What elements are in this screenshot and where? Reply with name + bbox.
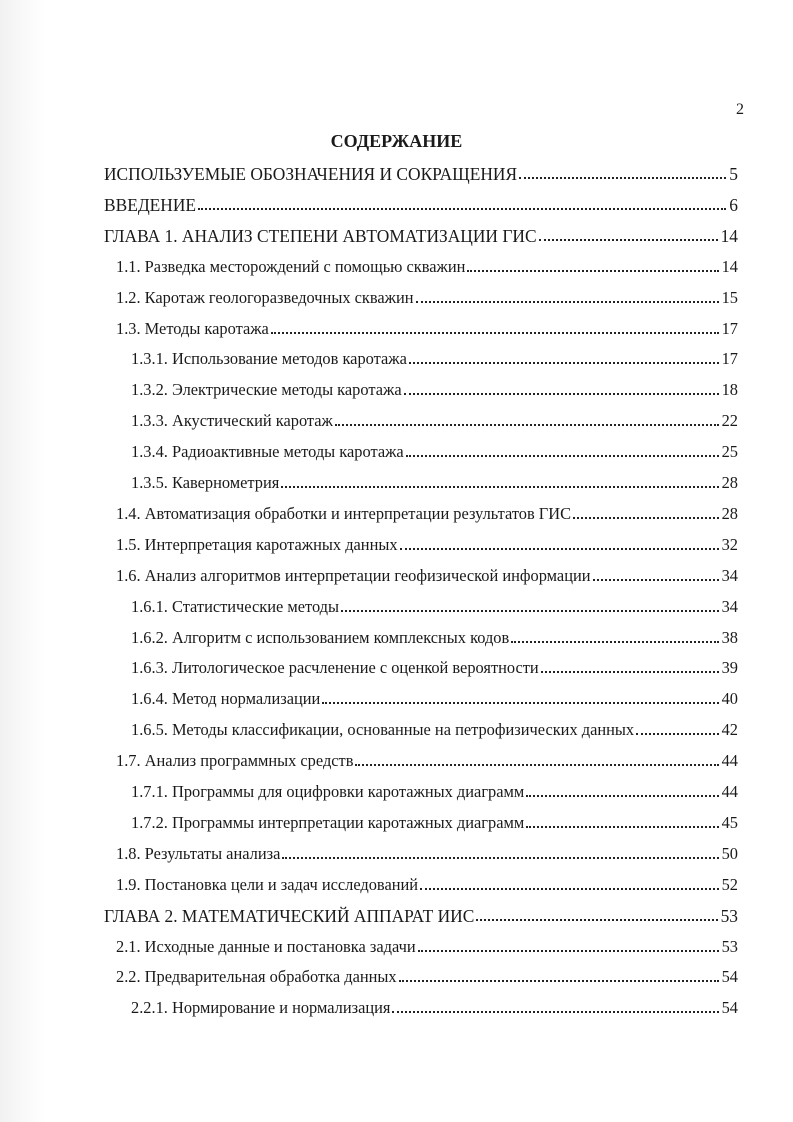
toc-entry — [104, 222, 738, 246]
toc-entry-title: 1.3. Методы каротажа — [116, 318, 269, 338]
toc-entry-title: 1.9. Постановка цели и задач исследований — [116, 874, 419, 894]
toc-entry-page: 17 — [721, 349, 738, 369]
toc-entry-title: 1.1. Разведка месторождений с помощью скважин — [116, 256, 466, 276]
toc-entry — [116, 500, 738, 524]
toc-entry-page: 39 — [721, 658, 738, 678]
toc-entry-page: 54 — [721, 967, 738, 987]
toc-entry — [116, 284, 738, 308]
toc-entry-page: 53 — [720, 905, 738, 926]
toc-entry-page: 54 — [721, 998, 738, 1018]
toc-entry — [116, 840, 738, 864]
toc-entry-page: 6 — [729, 194, 738, 215]
toc-entry-title: 1.5. Интерпретация каротажных данных — [116, 534, 398, 554]
toc-entry-title: 1.7.2. Программы интерпретации каротажных диаграмм — [131, 812, 525, 832]
toc-dot-leader — [355, 763, 718, 766]
toc-dot-leader — [404, 392, 719, 395]
toc-dot-leader — [392, 1010, 718, 1013]
toc-entry-page: 5 — [729, 164, 738, 184]
toc-entry — [116, 315, 738, 339]
toc-entry — [104, 160, 738, 184]
toc-entry — [131, 407, 738, 431]
toc-entry-page: 52 — [721, 874, 738, 894]
toc-entry-title: 2.2. Предварительная обработка данных — [116, 967, 397, 987]
toc-entry-page: 22 — [721, 411, 738, 431]
toc-entry-page: 25 — [721, 442, 738, 462]
toc-entry-title: 1.3.4. Радиоактивные методы каротажа — [131, 442, 404, 462]
toc-entry — [116, 933, 738, 957]
toc-dot-leader — [399, 979, 719, 982]
toc-entry — [131, 624, 738, 648]
toc-entry-page: 17 — [721, 318, 738, 338]
toc-entry-title: 2.2.1. Нормирование и нормализация — [131, 998, 391, 1018]
toc-entry — [131, 685, 738, 709]
toc-dot-leader — [519, 176, 726, 179]
toc-dot-leader — [476, 918, 717, 921]
toc-entry — [116, 871, 738, 895]
toc-dot-leader — [420, 887, 719, 890]
toc-entry-page: 28 — [721, 473, 738, 492]
toc-entry — [116, 747, 738, 771]
toc-entry — [131, 376, 738, 400]
toc-entry-page: 38 — [721, 627, 738, 647]
toc-entry-title: ИСПОЛЬЗУЕМЫЕ ОБОЗНАЧЕНИЯ И СОКРАЩЕНИЯ — [104, 164, 518, 184]
page-title: СОДЕРЖАНИЕ — [330, 131, 463, 151]
toc-dot-leader — [406, 454, 719, 457]
toc-dot-leader — [271, 331, 719, 334]
toc-dot-leader — [281, 485, 718, 488]
toc-entry-page: 44 — [721, 782, 738, 801]
toc-entry-page: 34 — [721, 596, 738, 616]
toc-entry-title: 1.6. Анализ алгоритмов интерпретации геофизической информации — [116, 565, 591, 585]
toc-entry-title: 1.2. Каротаж геологоразведочных скважин — [116, 287, 414, 307]
toc-entry — [131, 994, 738, 1018]
toc-entry — [116, 531, 738, 555]
toc-dot-leader — [573, 516, 719, 519]
toc-entry-title: 2.1. Исходные данные и постановка задачи — [116, 936, 416, 956]
toc-entry-title: 1.6.3. Литологическое расчленение с оценкой вероятности — [131, 658, 539, 678]
toc-entry-page: 14 — [720, 225, 738, 246]
toc-entry-page: 42 — [721, 720, 738, 740]
toc-dot-leader — [322, 701, 718, 704]
toc-entry-title: 1.6.4. Метод нормализации — [131, 689, 321, 709]
toc-dot-leader — [416, 300, 719, 303]
scan-edge-shadow — [0, 0, 46, 1122]
toc-entry-page: 28 — [721, 503, 738, 523]
toc-dot-leader — [341, 609, 719, 612]
toc-entry — [131, 438, 738, 462]
toc-dot-leader — [593, 578, 719, 581]
toc-dot-leader — [526, 825, 718, 828]
toc-entry-title: ГЛАВА 1. АНАЛИЗ СТЕПЕНИ АВТОМАТИЗАЦИИ ГИС — [104, 225, 537, 246]
toc-entry — [131, 809, 738, 833]
toc-entry-page: 40 — [721, 689, 738, 709]
toc-entry-page: 53 — [721, 936, 738, 956]
toc-dot-leader — [335, 423, 719, 426]
toc-entry-title: 1.7.1. Программы для оцифровки каротажных диаграмм — [131, 782, 525, 801]
toc-entry-title: 1.8. Результаты анализа — [116, 843, 281, 863]
toc-entry-page: 44 — [721, 751, 738, 771]
toc-dot-leader — [541, 670, 719, 673]
toc-dot-leader — [636, 732, 719, 735]
toc-dot-leader — [511, 640, 718, 643]
toc-entry — [131, 716, 738, 740]
toc-entry-page: 15 — [721, 287, 738, 307]
toc-entry-title: 1.6.2. Алгоритм с использованием комплексных кодов — [131, 627, 510, 647]
toc-entry — [116, 253, 738, 277]
toc-entry-page: 18 — [721, 380, 738, 400]
toc-dot-leader — [418, 949, 719, 952]
toc-entry-page: 50 — [721, 843, 738, 863]
toc-entry — [131, 654, 738, 678]
toc-entry — [131, 778, 738, 802]
toc-dot-leader — [409, 361, 719, 364]
toc-entry-title: 1.3.3. Акустический каротаж — [131, 411, 333, 431]
toc-dot-leader — [539, 238, 718, 241]
toc-entry — [131, 345, 738, 369]
toc-dot-leader — [282, 856, 718, 859]
page-number: 2 — [736, 101, 744, 118]
toc-entry — [104, 191, 738, 215]
toc-entry-page: 45 — [721, 812, 738, 832]
toc-entry-page: 14 — [721, 256, 738, 276]
toc-entry — [131, 593, 738, 617]
toc-entry-title: 1.3.5. Кавернометрия — [131, 473, 280, 492]
toc-entry — [131, 469, 738, 493]
toc-entry-title: 1.6.5. Методы классификации, основанные на петрофизических данных — [131, 720, 635, 740]
toc-entry-title: 1.7. Анализ программных средств — [116, 751, 354, 771]
toc-entry-title: ВВЕДЕНИЕ — [104, 194, 197, 215]
toc-dot-leader — [467, 269, 718, 272]
toc-entry-page: 34 — [721, 565, 738, 585]
toc-entry-title: 1.3.1. Использование методов каротажа — [131, 349, 407, 369]
toc-dot-leader — [198, 207, 726, 210]
toc-entry-page: 32 — [721, 534, 738, 554]
toc-entry — [104, 902, 738, 926]
toc-entry — [116, 562, 738, 586]
toc-entry — [116, 963, 738, 987]
toc-entry-title: ГЛАВА 2. МАТЕМАТИЧЕСКИЙ АППАРАТ ИИС — [104, 905, 475, 926]
toc-dot-leader — [400, 547, 719, 550]
toc-dot-leader — [526, 794, 718, 797]
toc-entry-title: 1.4. Автоматизация обработки и интерпретации результатов ГИС — [116, 503, 572, 523]
toc-entry-title: 1.6.1. Статистические методы — [131, 596, 340, 616]
toc-entry-title: 1.3.2. Электрические методы каротажа — [131, 380, 402, 400]
